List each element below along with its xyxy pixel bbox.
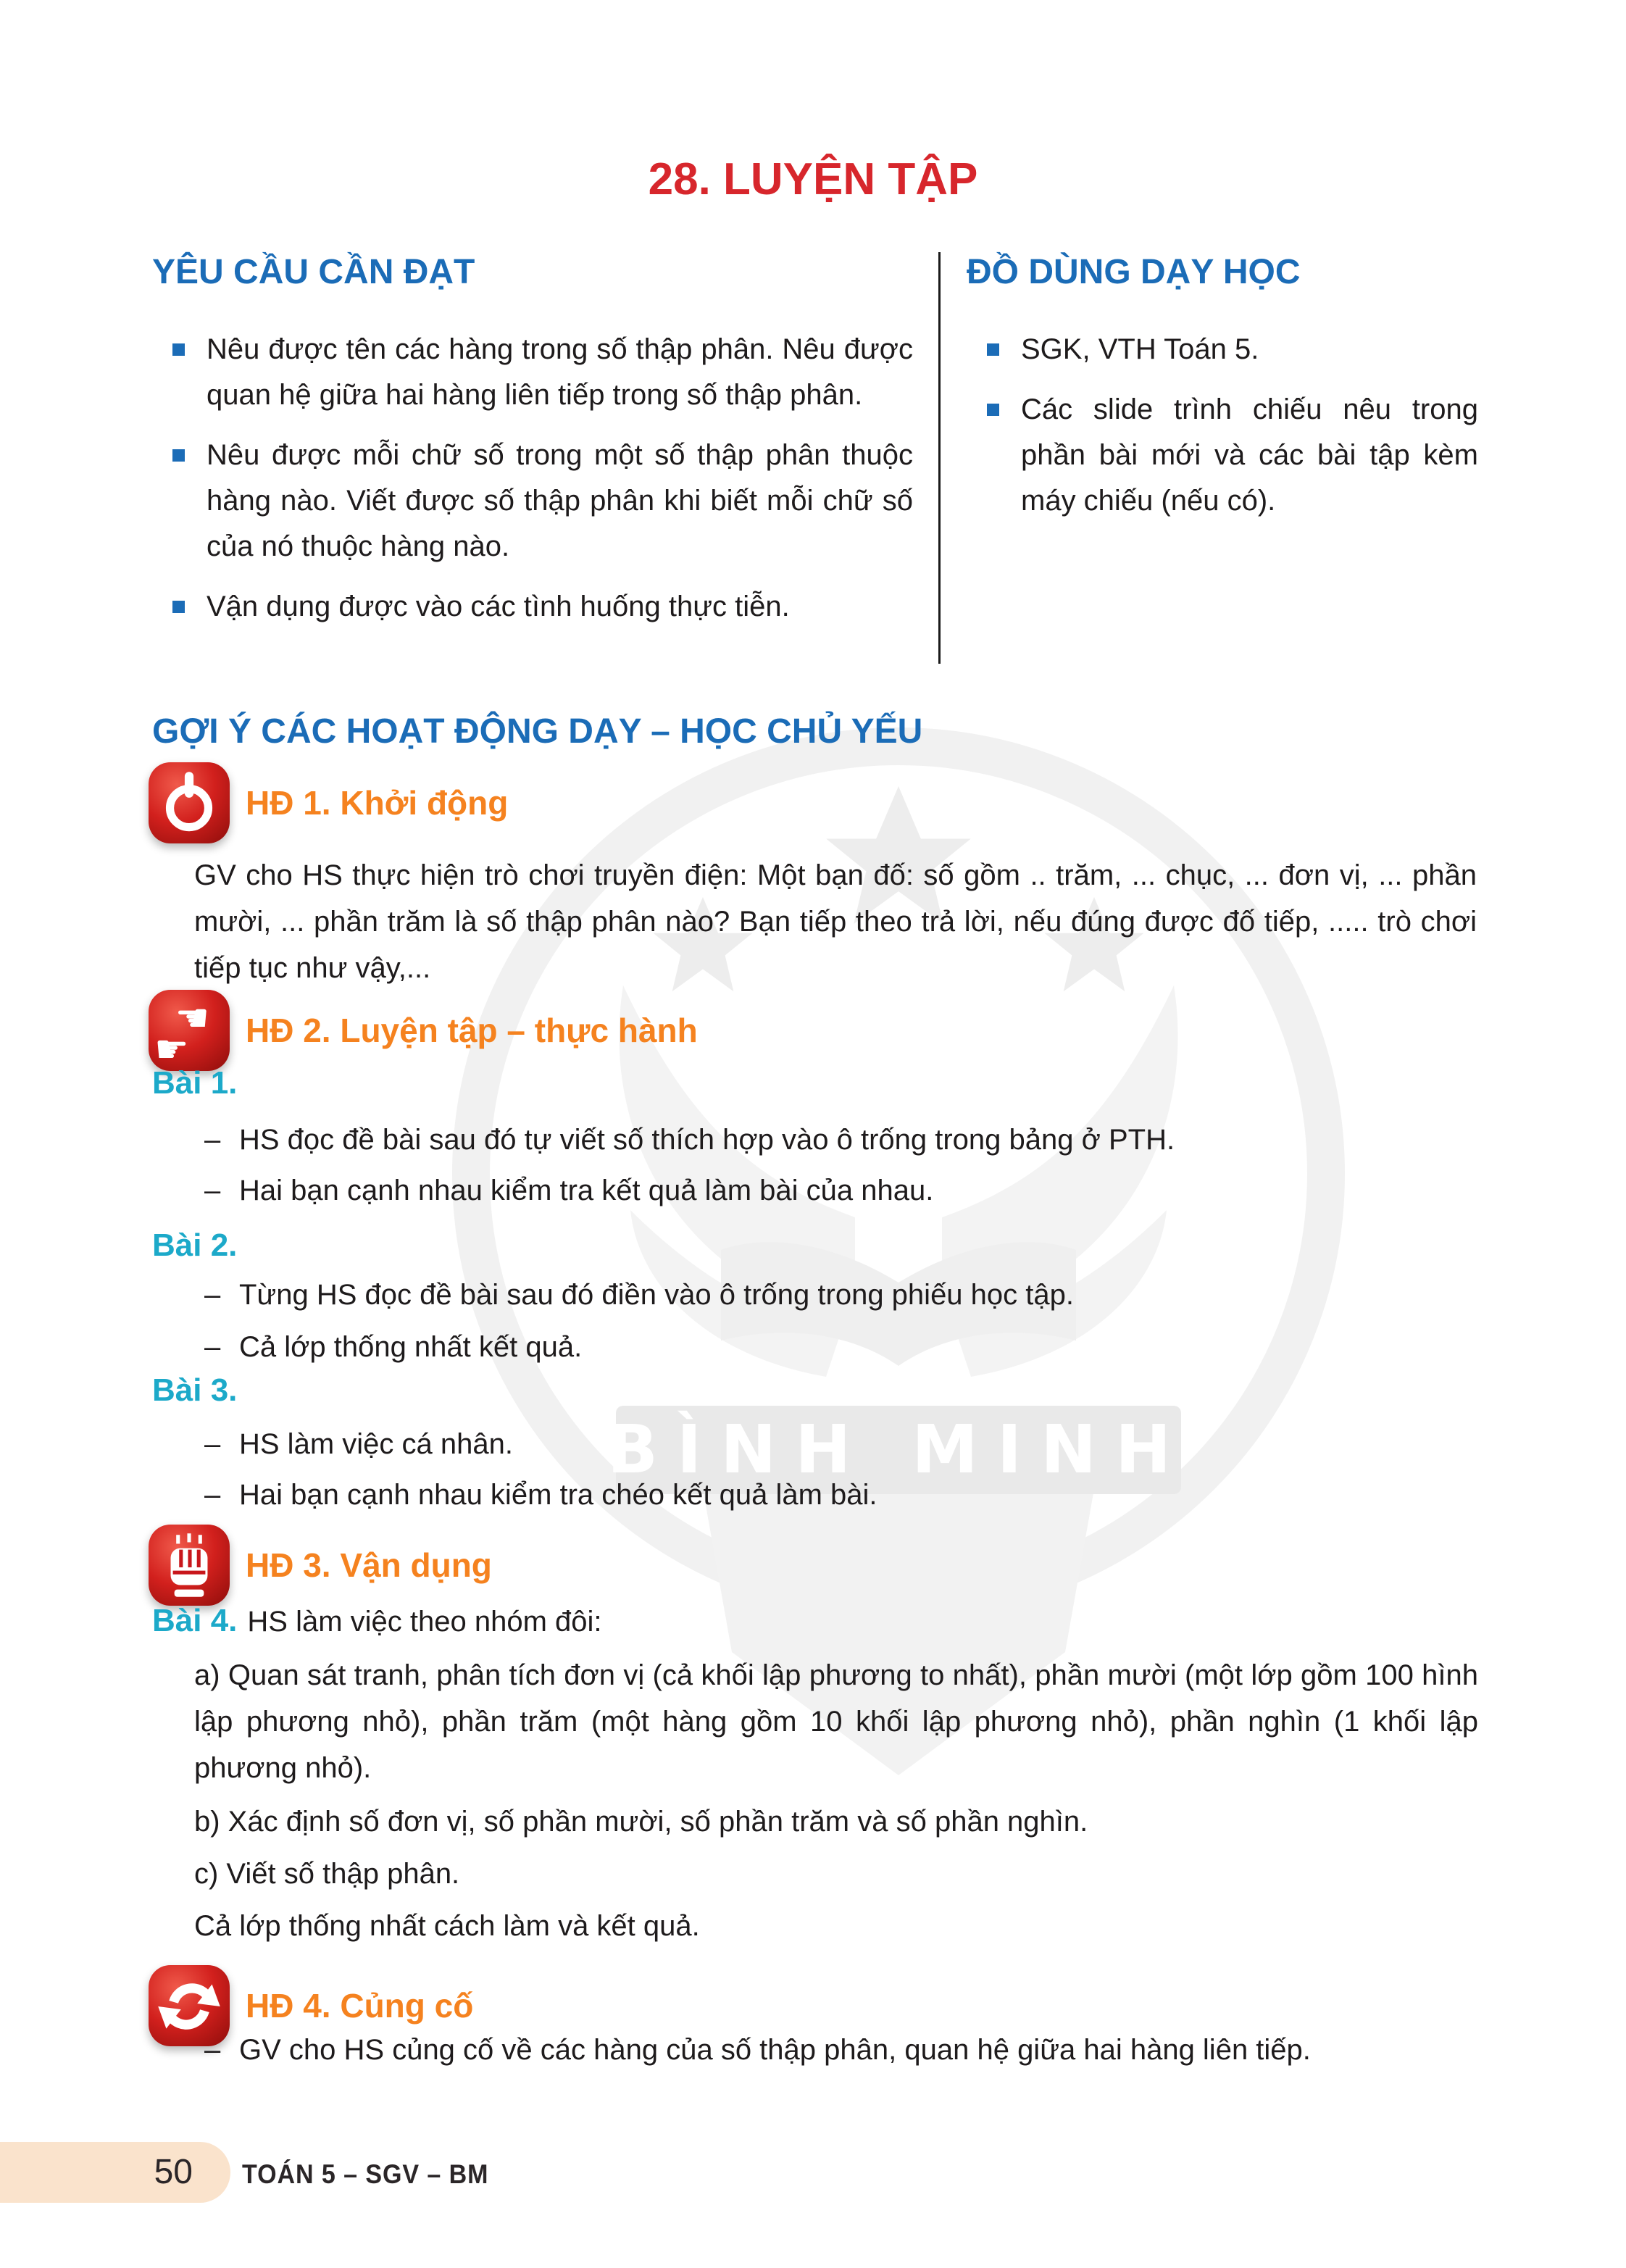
exercise-2-item <box>204 1326 1480 1368</box>
exercise-4-label: Bài 4. <box>152 1603 238 1638</box>
activity-1-header <box>149 762 508 843</box>
hands-icon <box>149 990 230 1071</box>
requirements-section <box>152 252 913 664</box>
activity-4-item-text: GV cho HS củng cố về các hàng của số thập phân, quan hệ giữa hai hàng liên tiếp. <box>239 2034 1311 2066</box>
exercise-4-step-c: c) Viết số thập phân. <box>194 1858 460 1890</box>
exercise-4-closing: Cả lớp thống nhất cách làm và kết quả. <box>194 1910 700 1942</box>
materials-section <box>941 252 1478 664</box>
exercise-3-item <box>204 1474 1480 1516</box>
material-item <box>967 327 1478 372</box>
activity-4-label: HĐ 4. Củng cố <box>246 1987 474 2025</box>
requirement-item <box>152 584 913 630</box>
exercise-4-step-a: a) Quan sát tranh, phân tích đơn vị (cả khối lập phương to nhất), phần mười (một lớp gồm 100 hình lập phương nhỏ), phần trăm (một hàng gồm 10 khối lập phương nhỏ), phần nghìn (1 khối lập phương nhỏ). <box>194 1659 1478 1784</box>
exercise-3-item-text: Hai bạn cạnh nhau kiểm tra chéo kết quả làm bài. <box>239 1479 877 1511</box>
activity-2-header <box>149 990 698 1071</box>
dash-marker: – <box>204 1479 221 1511</box>
svg-text:☛: ☛ <box>154 1027 189 1071</box>
square-bullet-icon <box>172 449 185 462</box>
suggestions-heading: GỢI Ý CÁC HOẠT ĐỘNG DẠY – HỌC CHỦ YẾU <box>152 712 923 751</box>
svg-text:☚: ☚ <box>175 996 210 1041</box>
power-icon <box>149 762 230 843</box>
requirements-list <box>152 327 913 630</box>
exercise-3-label: Bài 3. <box>152 1372 238 1408</box>
requirements-heading: YÊU CẦU CẦN ĐẠT <box>152 253 475 291</box>
exercise-3-item <box>204 1423 1480 1465</box>
materials-heading: ĐỒ DÙNG DẠY HỌC <box>967 253 1301 291</box>
exercise-3-item-text: HS làm việc cá nhân. <box>239 1428 513 1460</box>
exercise-1-item <box>204 1119 1480 1161</box>
material-text: SGK, VTH Toán 5. <box>1021 333 1259 365</box>
exercise-2-item <box>204 1274 1480 1316</box>
dash-marker: – <box>204 1331 221 1363</box>
requirement-item <box>152 327 913 418</box>
exercise-1-item <box>204 1170 1480 1212</box>
exercise-1-label: Bài 1. <box>152 1065 238 1101</box>
header-columns <box>152 252 1478 664</box>
exercise-2-item-text: Cả lớp thống nhất kết quả. <box>239 1331 583 1363</box>
dash-marker: – <box>204 1279 221 1311</box>
dash-marker: – <box>204 1428 221 1460</box>
square-bullet-icon <box>172 601 185 613</box>
exercise-1-item-text: HS đọc đề bài sau đó tự viết số thích hợp vào ô trống trong bảng ở PTH. <box>239 1124 1175 1156</box>
exercise-2-label: Bài 2. <box>152 1227 238 1263</box>
activity-2-label: HĐ 2. Luyện tập – thực hành <box>246 1012 698 1049</box>
activity-3-header <box>149 1525 492 1606</box>
square-bullet-icon <box>172 343 185 356</box>
page-number: 50 <box>154 2153 193 2191</box>
exercise-1-item-text: Hai bạn cạnh nhau kiểm tra kết quả làm bài của nhau. <box>239 1175 934 1206</box>
fist-icon <box>149 1525 230 1606</box>
footer-book-label: TOÁN 5 – SGV – BM <box>242 2159 489 2189</box>
watermark-text: BÌNH MINH <box>606 1411 1191 1488</box>
dash-marker: – <box>204 1124 221 1156</box>
activity-1-label: HĐ 1. Khởi động <box>246 784 509 822</box>
square-bullet-icon <box>987 343 999 356</box>
requirement-item <box>152 433 913 570</box>
activity-3-label: HĐ 3. Vận dụng <box>246 1546 492 1584</box>
exercise-4-step-b: b) Xác định số đơn vị, số phần mười, số phần trăm và số phần nghìn. <box>194 1806 1088 1838</box>
dash-marker: – <box>204 1175 221 1206</box>
activity-1-body: GV cho HS thực hiện trò chơi truyền điện: Một bạn đố: số gồm .. trăm, ... chục, ... đơn vị, ... phần mười, ... phần trăm là số thập phân nào? Bạn tiếp theo trả lời, nếu đúng được đố tiếp, ..... trò chơi tiếp tục như vậy,... <box>194 859 1477 984</box>
page-title: 28. LUYỆN TẬP <box>648 154 978 204</box>
exercise-2-item-text: Từng HS đọc đề bài sau đó điền vào ô trống trong phiếu học tập. <box>239 1279 1074 1311</box>
page-number-pill <box>0 2142 230 2203</box>
requirement-text: Vận dụng được vào các tình huống thực tiễn. <box>207 591 790 622</box>
square-bullet-icon <box>987 404 999 416</box>
material-text: Các slide trình chiếu nêu trong phần bài mới và các bài tập kèm máy chiếu (nếu có). <box>1021 393 1478 517</box>
dash-marker: – <box>204 2034 221 2066</box>
materials-list <box>967 327 1478 524</box>
requirement-text: Nêu được tên các hàng trong số thập phân. Nêu được quan hệ giữa hai hàng liên tiếp trong số thập phân. <box>207 333 913 411</box>
exercise-4-intro: HS làm việc theo nhóm đôi: <box>247 1606 602 1638</box>
exercise-4-line <box>152 1603 602 1639</box>
requirement-text: Nêu được mỗi chữ số trong một số thập phân thuộc hàng nào. Viết được số thập phân khi biết mỗi chữ số của nó thuộc hàng nào. <box>207 439 913 562</box>
activity-4-item <box>204 2029 1480 2071</box>
material-item <box>967 387 1478 524</box>
